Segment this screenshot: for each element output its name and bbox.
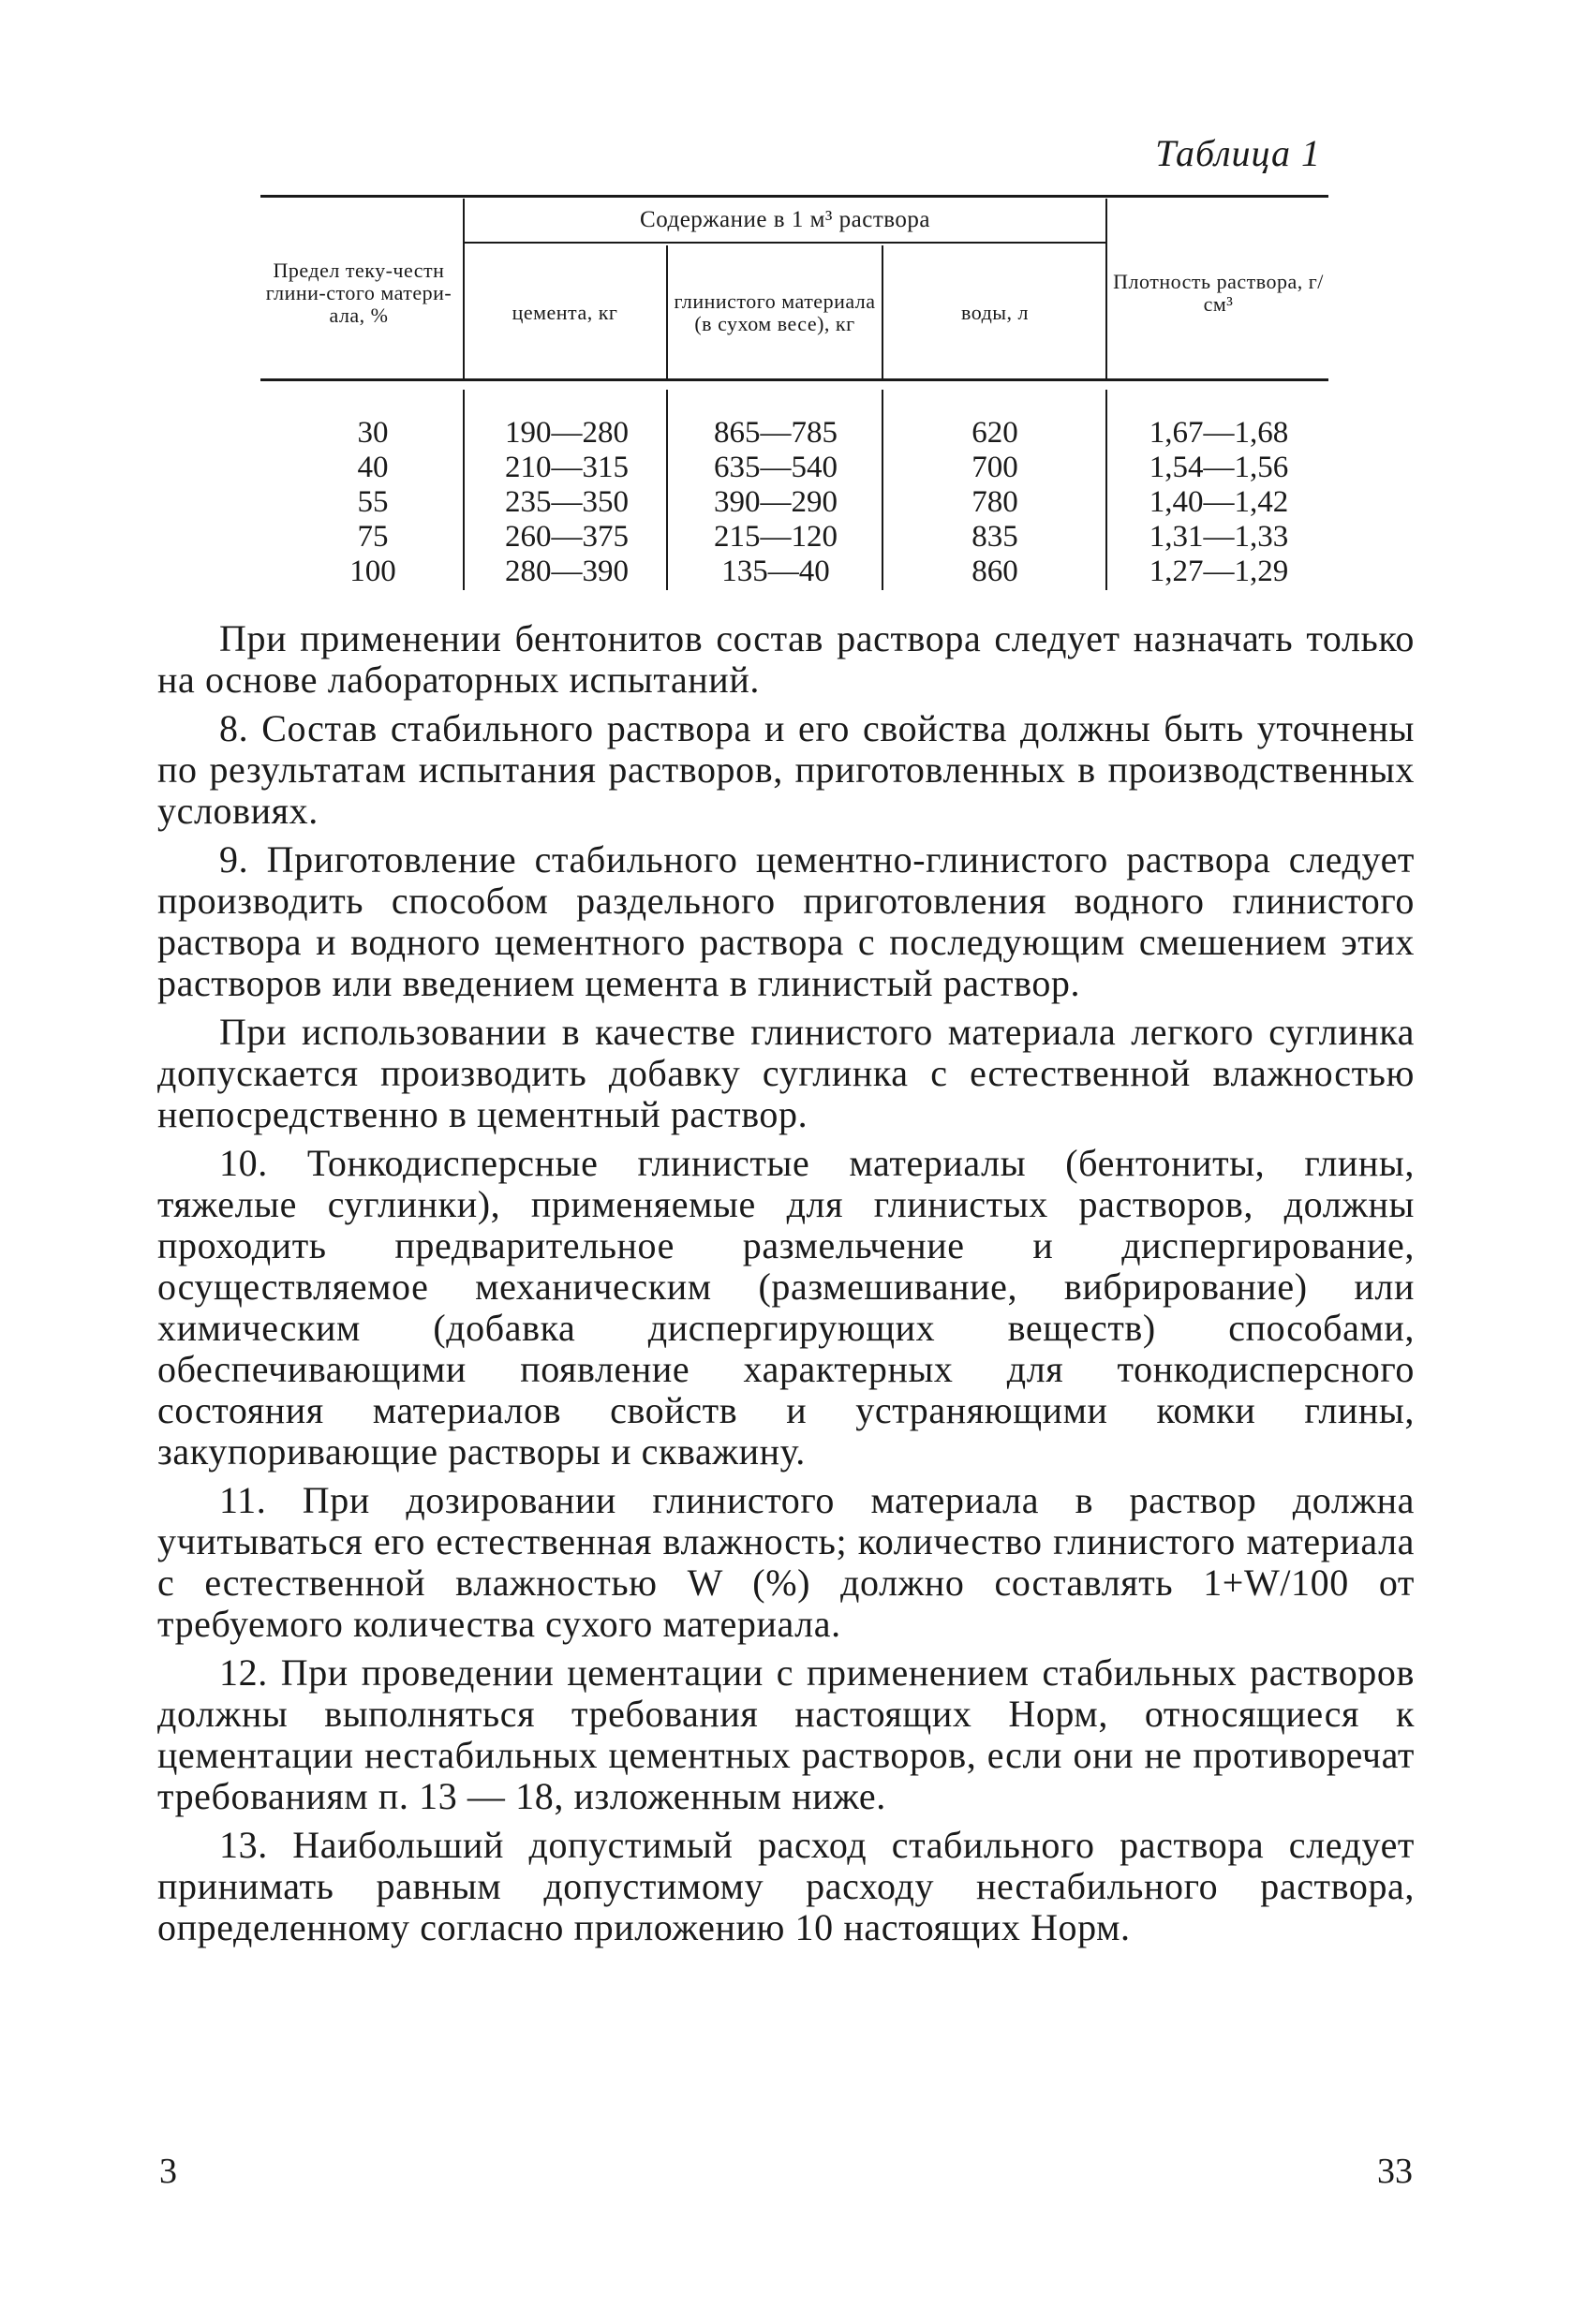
table-cell: 75: [357, 520, 389, 554]
header-group-text: Содержание в 1 м³ раствора: [640, 207, 930, 232]
paragraph-13: 13. Наибольший допустимый расход стабильного раствора следует принимать равным допустимому расходу нестабильного раствора, определенному согласно приложению 10 настоящих Норм.: [157, 1824, 1415, 1948]
header-cement: [465, 249, 665, 377]
data-table: [260, 195, 1328, 588]
body-text: [157, 618, 1415, 1956]
table-cell: 1,27—1,29: [1149, 555, 1289, 588]
header-limit-text: Предел теку-честн глини-стого матери-ала, %: [265, 259, 452, 327]
table-cell: 700: [971, 451, 1018, 484]
col-divider-2: [666, 245, 668, 378]
paragraph-loam: При использовании в качестве глинистого материала легкого суглинка допускается производить добавку суглинка с естественной влажностью непосредственно в цементный раствор.: [157, 1011, 1415, 1135]
col-divider-2-body: [666, 390, 668, 590]
header-bottom-rule: [260, 378, 1328, 381]
header-density-text: Плотность раствора, г/см³: [1113, 270, 1324, 316]
signature-number: 3: [159, 2152, 177, 2191]
header-density: [1108, 214, 1328, 373]
table-cell: 55: [357, 485, 389, 519]
table-cell: 215—120: [714, 520, 838, 554]
table-cell: 100: [349, 555, 396, 588]
header-cement-text: цемента, кг: [512, 301, 618, 324]
table-cell: 1,31—1,33: [1149, 520, 1289, 554]
col-divider-1-body: [463, 390, 465, 590]
paragraph-11: 11. При дозировании глинистого материала в раствор должна учитываться его естественная влажность; количество глинистого материала с естественной влажностью W (%) должно составлять 1+W/100 от требуемого количества сухого материала.: [157, 1479, 1415, 1645]
table-cell: 860: [971, 555, 1018, 588]
paragraph-12: 12. При проведении цементации с применением стабильных растворов должны выполняться требования настоящих Норм, относящиеся к цементации нестабильных цементных растворов, если они не противоречат требованиям п. 13 — 18, изложенным ниже.: [157, 1651, 1415, 1817]
table-cell: 1,40—1,42: [1149, 485, 1289, 519]
column-clay: [671, 416, 881, 589]
table-cell: 135—40: [721, 555, 830, 588]
paragraph-10: 10. Тонкодисперсные глинистые материалы (бентониты, глины, тяжелые суглинки), применяемые для глинистых растворов, должны проходить предварительное размельчение и диспергирование, осуществляемое механическим (размешивание, вибрирование) или химическим (добавка диспергирующих веществ) способами, обеспечивающими появление характерных для тонкодисперсного состояния материалов свойств и устраняющими комки глины, закупоривающие растворы и скважину.: [157, 1142, 1415, 1473]
table-cell: 210—315: [505, 451, 629, 484]
header-water: [884, 249, 1105, 377]
table-cell: 390—290: [714, 485, 838, 519]
table-cell: 190—280: [505, 416, 629, 450]
paragraph-bentonite: При применении бентонитов состав раствора следует назначать только на основе лабораторных испытаний.: [157, 617, 1415, 701]
table-cell: 30: [357, 416, 389, 450]
column-limit: [317, 416, 429, 589]
column-water: [886, 416, 1104, 589]
header-limit: [260, 232, 457, 354]
page-number: 33: [1377, 2152, 1413, 2191]
table-cell: 280—390: [505, 555, 629, 588]
col-divider-4: [1105, 199, 1107, 378]
col-divider-3-body: [882, 390, 883, 590]
header-clay: [669, 249, 881, 377]
table-cell: 865—785: [714, 416, 838, 450]
group-header-rule: [464, 242, 1105, 244]
table-cell: 635—540: [714, 451, 838, 484]
paragraph-9: 9. Приготовление стабильного цементно-глинистого раствора следует производить способом раздельного приготовления водного глинистого раствора и водного цементного раствора с последующим смешением этих растворов или введением цемента в глинистый раствор.: [157, 838, 1415, 1004]
paragraph-8: 8. Состав стабильного раствора и его свойства должны быть уточнены по результатам испытания растворов, приготовленных в производственных условиях.: [157, 707, 1415, 832]
header-clay-text: глинистого материала (в сухом весе), кг: [674, 289, 876, 335]
table-cell: 835: [971, 520, 1018, 554]
header-water-text: воды, л: [960, 301, 1030, 324]
table-cell: 235—350: [505, 485, 629, 519]
table-cell: 1,54—1,56: [1149, 451, 1289, 484]
table-top-rule: [260, 195, 1328, 198]
table-cell: 260—375: [505, 520, 629, 554]
col-divider-3: [882, 245, 883, 378]
table-cell: 1,67—1,68: [1149, 416, 1289, 450]
table-caption: Таблица 1: [1155, 132, 1321, 174]
table-cell: 780: [971, 485, 1018, 519]
column-density: [1109, 416, 1328, 589]
col-divider-4-body: [1105, 390, 1107, 590]
table-cell: 620: [971, 416, 1018, 450]
column-cement: [468, 416, 665, 589]
header-group: [465, 200, 1105, 240]
table-cell: 40: [357, 451, 389, 484]
